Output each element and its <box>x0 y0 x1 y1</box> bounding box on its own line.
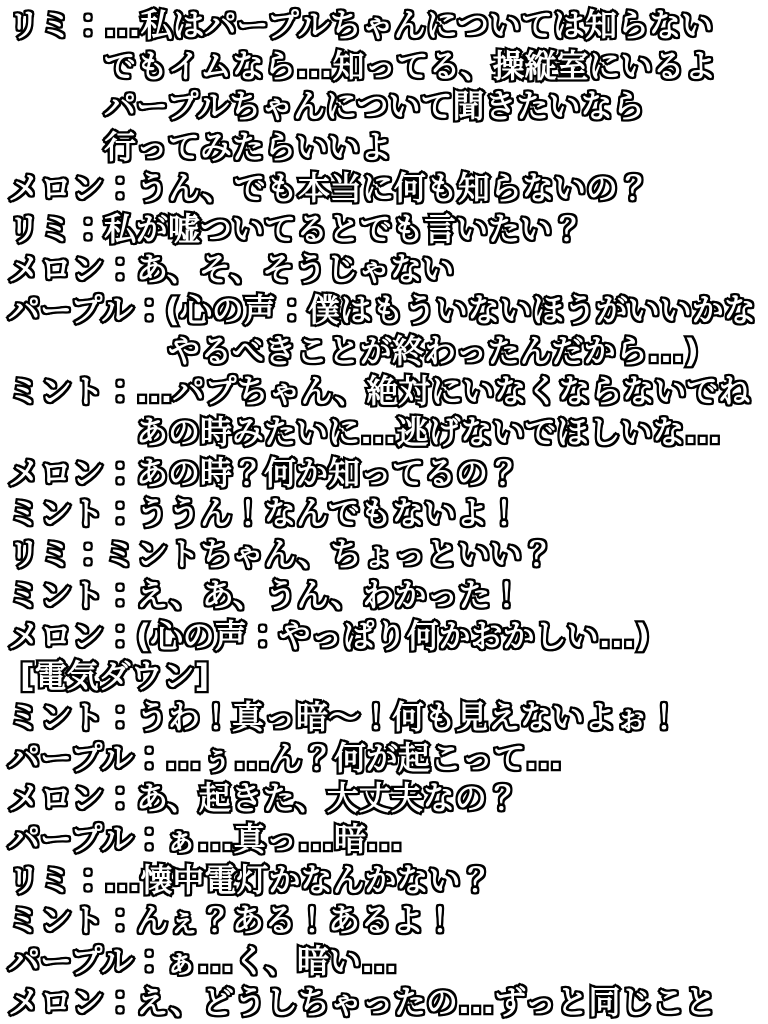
dialogue-entry: リミ：ミントちゃん、ちょっといい？ <box>8 535 554 574</box>
dialogue-entry: ミント：え、あ、うん、わかった！ <box>8 575 523 614</box>
dialogue-entry: ミント：ううん！なんでもないよ！ <box>8 494 521 533</box>
dialogue-entry: ミント：...パプちゃん、絶対にいなくならないでね あの時みたいに...逃げないでほしいな... <box>8 372 751 452</box>
dialogue-entry: メロン：あ、起きた、大丈夫なの？ <box>8 779 519 818</box>
stage-direction: [電気ダウン] <box>20 657 210 696</box>
dialogue-entry: メロン：あ、そ、そうじゃない <box>8 250 455 289</box>
dialogue-entry: リミ：...私はパープルちゃんについては知らない でもイムなら...知ってる、操縦室にいるよ パープルちゃんについて聞きたいなら 行ってみたらいいよ <box>8 6 717 167</box>
dialogue-entry: メロン：え、どうしちゃったの...ずっと同じこと <box>8 982 717 1021</box>
dialogue-entry: パープル：ぁ...く、暗い... <box>8 942 398 981</box>
dialogue-entry: メロン：うん、でも本当に何も知らないの？ <box>8 168 650 207</box>
dialogue-entry: パープル：(心の声：僕はもういないほうがいいかな やるべきことが終わったんだから...) <box>8 290 756 370</box>
dialogue-entry: ミント：んぇ？ある！あるよ！ <box>8 901 457 940</box>
dialogue-entry: リミ：私が嘘ついてるとでも言いたい？ <box>8 209 585 248</box>
dialogue-lines <box>8 5 766 1023</box>
dialogue-entry: パープル：ぁ...真っ...暗... <box>8 820 403 859</box>
dialogue-entry: メロン：(心の声：やっぱり何かおかしい...) <box>8 616 650 655</box>
dialogue-entry: ミント：うわ！真っ暗〜！何も見えないよぉ！ <box>8 697 681 736</box>
dialogue-entry: メロン：あの時？何か知ってるの？ <box>8 453 521 492</box>
dialogue-entry: リミ：...懐中電灯かなんかない？ <box>8 860 493 899</box>
dialogue-entry: パープル：...ぅ...ん？何が起こって... <box>8 738 562 777</box>
